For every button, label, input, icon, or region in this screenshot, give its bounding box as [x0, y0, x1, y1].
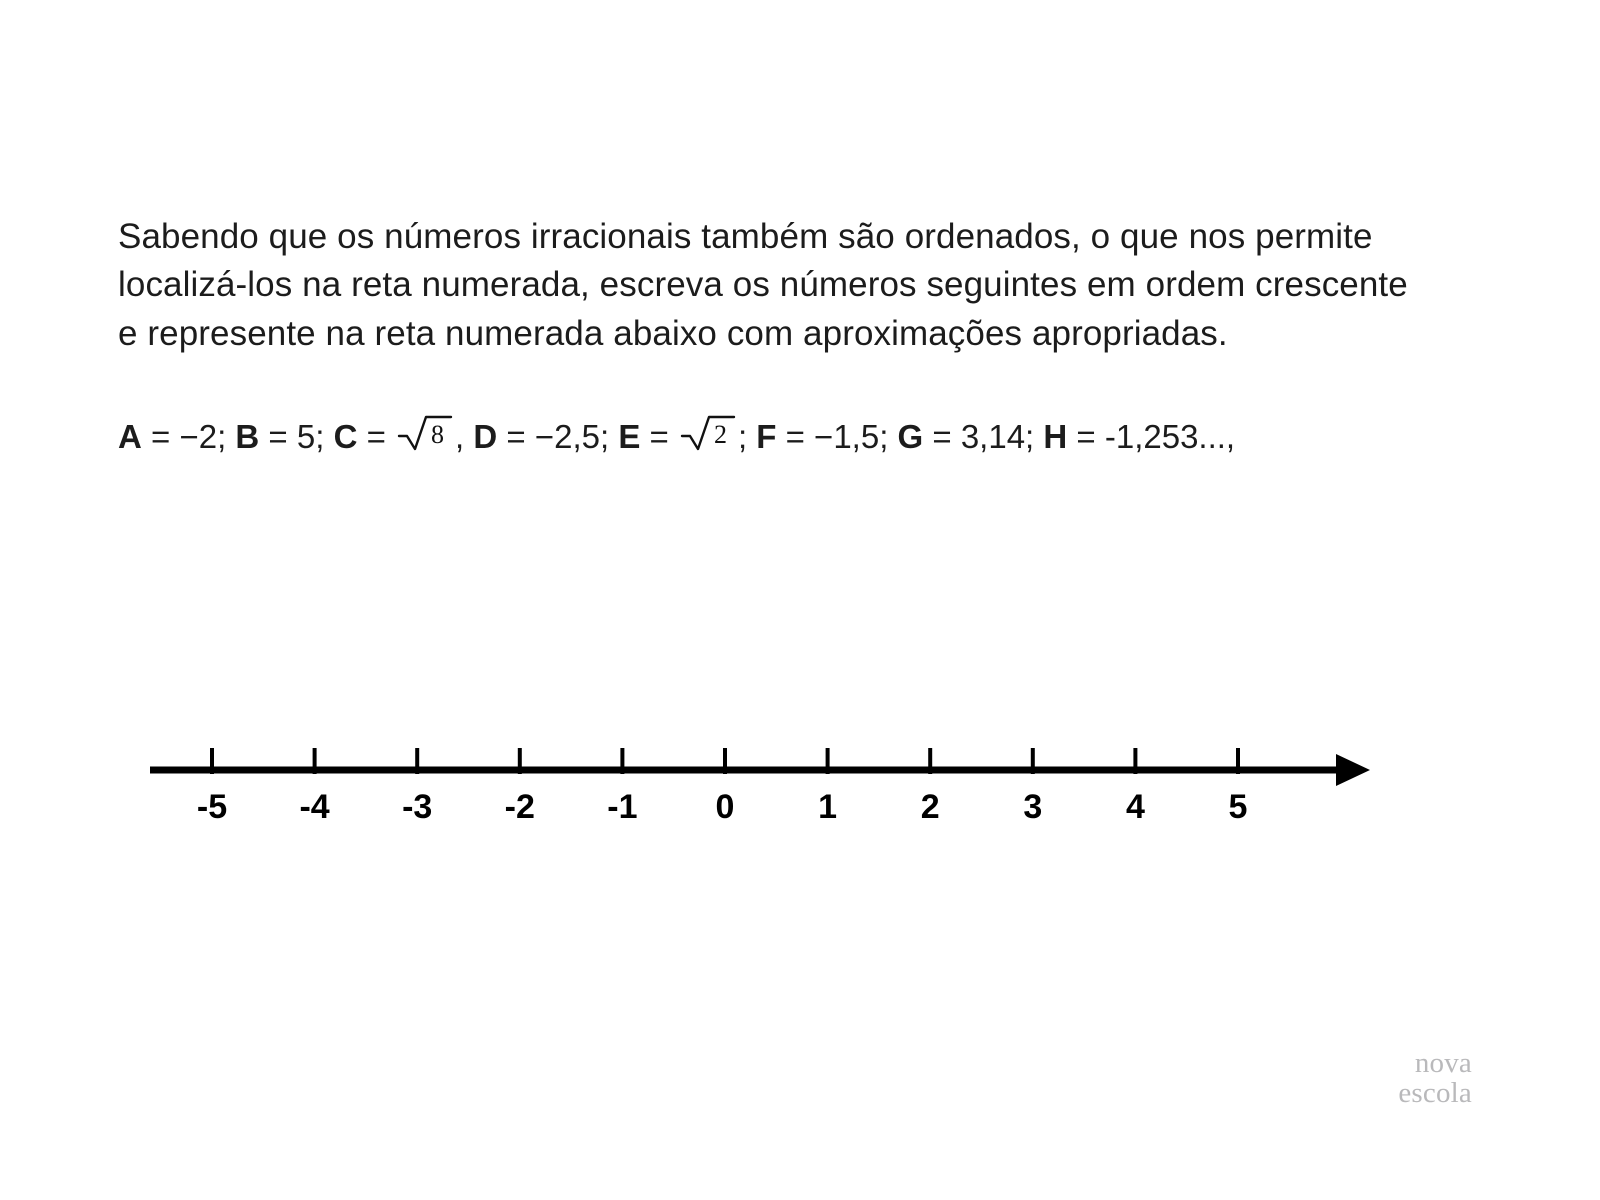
- axis-tick-label: -5: [196, 788, 228, 826]
- variable-b: B: [235, 418, 260, 455]
- value-f: = −1,5;: [776, 418, 898, 455]
- variable-g: G: [897, 418, 924, 455]
- nova-escola-logo: [1398, 1048, 1472, 1108]
- sqrt-8-icon: [397, 412, 453, 452]
- variable-h: H: [1043, 418, 1068, 455]
- axis-tick-label: 1: [818, 788, 838, 826]
- value-h: = -1,253...,: [1067, 418, 1236, 455]
- sqrt-2-icon: [680, 412, 736, 452]
- axis-tick-label: 4: [1125, 788, 1145, 826]
- svg-text:2: 2: [713, 420, 727, 449]
- axis-tick-label: 0: [715, 788, 735, 826]
- value-c-prefix: =: [357, 418, 396, 455]
- axis-tick-label: -1: [607, 788, 638, 826]
- value-b: = 5;: [259, 418, 334, 455]
- axis-tick-label: 3: [1023, 788, 1043, 826]
- number-line-figure: [140, 725, 1380, 845]
- axis-tick-label: -2: [504, 788, 535, 826]
- variable-c: C: [333, 418, 358, 455]
- value-c-suffix: ,: [455, 418, 474, 455]
- variable-f: F: [756, 418, 777, 455]
- value-d: = −2,5;: [497, 418, 619, 455]
- number-line-svg: [140, 725, 1380, 845]
- axis-arrow-icon: [1336, 754, 1370, 786]
- axis-tick-label: -3: [402, 788, 433, 826]
- variable-a: A: [118, 418, 142, 455]
- value-e-prefix: =: [640, 418, 678, 455]
- axis-tick-label: 2: [920, 788, 940, 826]
- value-a: = −2;: [141, 418, 236, 455]
- variable-e: E: [618, 418, 641, 455]
- logo-line-2: escola: [1398, 1076, 1472, 1109]
- statement-text: Sabendo que os números irracionais também são ordenados, o que nos permite localizá-los na reta numerada, escreva os números seguintes em ordem crescente e represente na reta numerada abaixo com aproximações apropriadas.: [118, 217, 1408, 353]
- logo-line-1: nova: [1414, 1046, 1472, 1079]
- value-g: = 3,14;: [923, 418, 1044, 455]
- svg-text:8: 8: [431, 420, 445, 449]
- axis-tick-label: -4: [299, 788, 330, 826]
- value-e-suffix: ;: [737, 418, 757, 455]
- variable-d: D: [473, 418, 498, 455]
- values-line: [118, 412, 1458, 459]
- axis-tick-label: 5: [1228, 788, 1248, 826]
